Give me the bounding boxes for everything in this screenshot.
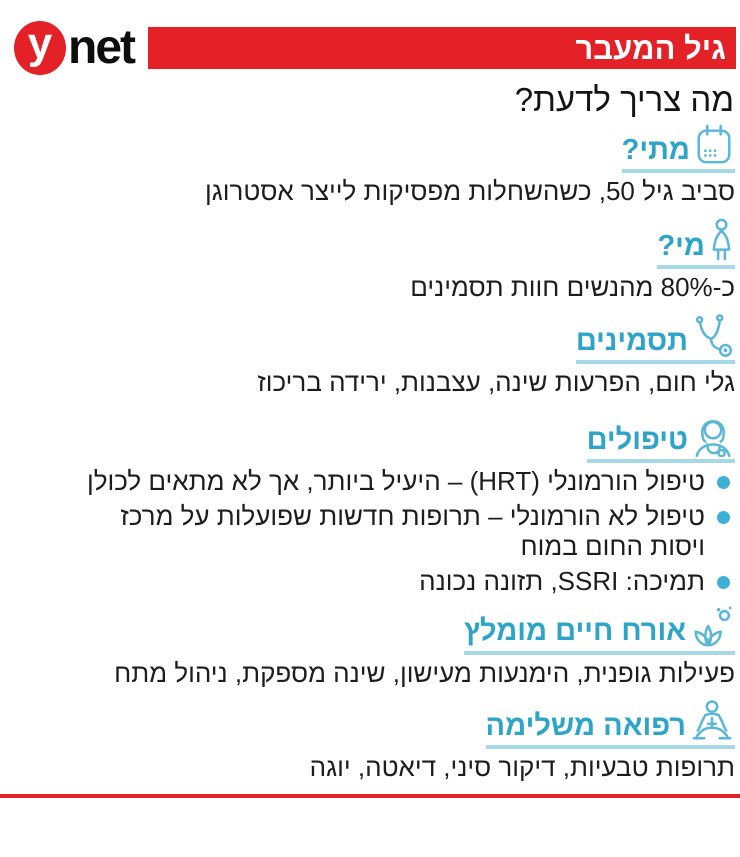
section-when-header-inner	[622, 123, 735, 173]
section-symptoms-body: גלי חום, הפרעות שינה, עצבנות, ירידה בריכוז	[257, 367, 735, 398]
section-when-body: סביב גיל 50, כשהשחלות מפסיקות לייצר אסטרוגן	[205, 176, 735, 207]
section-complementary	[5, 699, 735, 783]
page-title: מה צריך לדעת?	[514, 81, 734, 118]
section-treatments-header-inner	[587, 409, 735, 463]
treatments-list	[5, 467, 735, 597]
section-treatments-label: טיפולים	[586, 423, 688, 456]
section-symptoms	[5, 314, 735, 398]
section-symptoms-header-inner	[576, 314, 735, 364]
section-complementary-body: תרופות טבעיות, דיקור סיני, דיאטה, יוגה	[309, 752, 735, 783]
calendar-icon	[693, 123, 735, 167]
ynet-logo-y-icon: y	[14, 21, 66, 75]
section-lifestyle-header	[5, 605, 735, 655]
bottom-divider	[0, 794, 740, 798]
section-lifestyle-body: פעילות גופנית, הימנעות מעישון, שינה מספקת, ניהול מתח	[114, 657, 735, 688]
section-when-label: מתי?	[621, 133, 690, 166]
ynet-logo-net-text: net	[68, 21, 134, 74]
section-when	[5, 123, 735, 207]
section-complementary-header	[5, 699, 735, 749]
section-who-body: כ-80% מהנשים חוות תסמינים	[410, 272, 735, 303]
lotus-icon	[689, 605, 735, 649]
section-complementary-header-inner	[486, 699, 735, 749]
treatment-item-support: תמיכה: SSRI, תזונה נכונה	[80, 567, 735, 597]
doctor-icon	[691, 409, 735, 457]
section-complementary-label: רפואה משלימה	[485, 710, 686, 743]
topic-banner	[148, 27, 736, 69]
topic-banner-title: גיל המעבר	[575, 30, 726, 66]
section-who-header	[5, 218, 735, 269]
section-who-label: מי?	[657, 229, 705, 262]
section-symptoms-label: תסמינים	[575, 324, 688, 357]
section-lifestyle	[5, 605, 735, 689]
section-lifestyle-header-inner	[464, 605, 735, 655]
meditation-icon	[689, 699, 735, 743]
treatment-item-hrt: טיפול הורמונלי (HRT) – היעיל ביותר, אך לא מתאים לכולן	[80, 467, 735, 497]
stethoscope-icon	[691, 314, 735, 358]
section-who	[5, 218, 735, 303]
ynet-logo[interactable]	[0, 21, 134, 75]
section-symptoms-header	[5, 314, 735, 364]
section-when-header	[5, 123, 735, 173]
section-who-header-inner	[657, 218, 735, 269]
section-treatments	[5, 409, 735, 597]
section-treatments-header	[5, 409, 735, 463]
header-bar	[0, 19, 736, 74]
woman-icon	[708, 218, 735, 263]
treatment-item-non-hormonal: טיפול לא הורמונלי – תרופות חדשות שפועלות על מרכז ויסות החום במוח	[80, 502, 735, 562]
section-lifestyle-label: אורח חיים מומלץ	[463, 615, 686, 648]
